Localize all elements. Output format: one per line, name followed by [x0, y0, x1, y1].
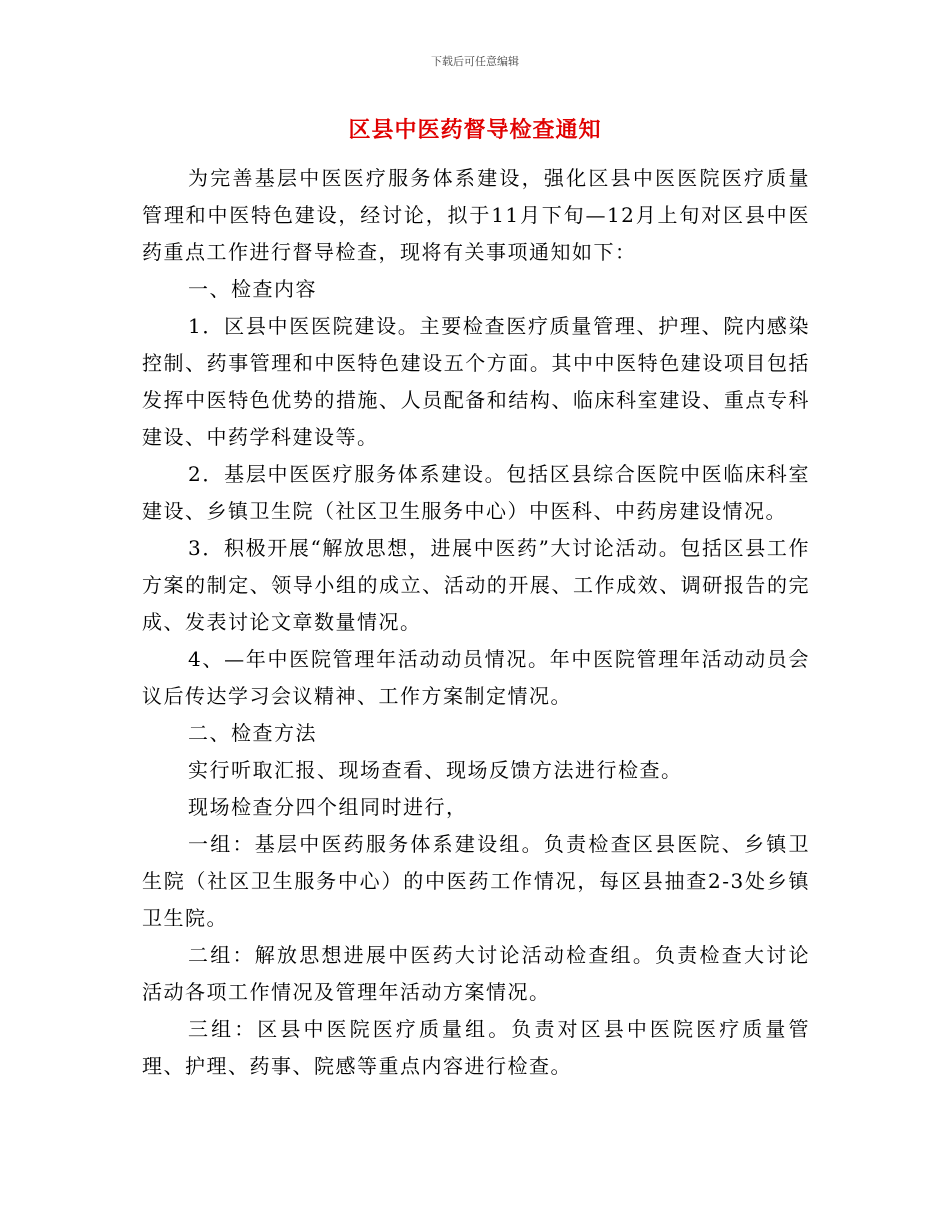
section-heading-inspection-method: 二、检查方法	[188, 721, 317, 745]
paragraph-item-1: 1．区县中医医院建设。主要检查医疗质量管理、护理、院内感染控制、药事管理和中医特色建设五个方面。其中中医特色建设项目包括发挥中医特色优势的措施、人员配备和结构、临床科室建设、重点专科建设、中药学科建设等。	[142, 314, 810, 449]
paragraph-group-2: 二组：解放思想进展中医药大讨论活动检查组。负责检查大讨论活动各项工作情况及管理年活动方案情况。	[142, 943, 810, 1004]
paragraph-item-4: 4、—年中医院管理年活动动员情况。年中医院管理年活动动员会议后传达学习会议精神、工作方案制定情况。	[142, 647, 810, 708]
paragraph-group-1: 一组：基层中医药服务体系建设组。负责检查区县医院、乡镇卫生院（社区卫生服务中心）的中医药工作情况，每区县抽查2-3处乡镇卫生院。	[142, 832, 810, 930]
document-body	[142, 160, 810, 1085]
page-header-note: 下载后可任意编辑	[431, 55, 519, 68]
document-title: 区县中医药督导检查通知	[348, 118, 602, 143]
section-heading-inspection-content: 一、检查内容	[188, 277, 317, 301]
paragraph-item-2: 2．基层中医医疗服务体系建设。包括区县综合医院中医临床科室建设、乡镇卫生院（社区卫生服务中心）中医科、中药房建设情况。	[142, 462, 810, 523]
paragraph-group-3: 三组：区县中医院医疗质量组。负责对区县中医院医疗质量管理、护理、药事、院感等重点内容进行检查。	[142, 1017, 810, 1078]
paragraph-intro: 为完善基层中医医疗服务体系建设，强化区县中医医院医疗质量管理和中医特色建设，经讨论，拟于11月下旬—12月上旬对区县中医药重点工作进行督导检查，现将有关事项通知如下：	[142, 166, 810, 264]
paragraph-groups-intro: 现场检查分四个组同时进行，	[188, 795, 468, 819]
paragraph-item-3: 3．积极开展“解放思想，进展中医药”大讨论活动。包括区县工作方案的制定、领导小组的成立、活动的开展、工作成效、调研报告的完成、发表讨论文章数量情况。	[142, 536, 810, 634]
paragraph-method: 实行听取汇报、现场查看、现场反馈方法进行检查。	[188, 758, 683, 782]
